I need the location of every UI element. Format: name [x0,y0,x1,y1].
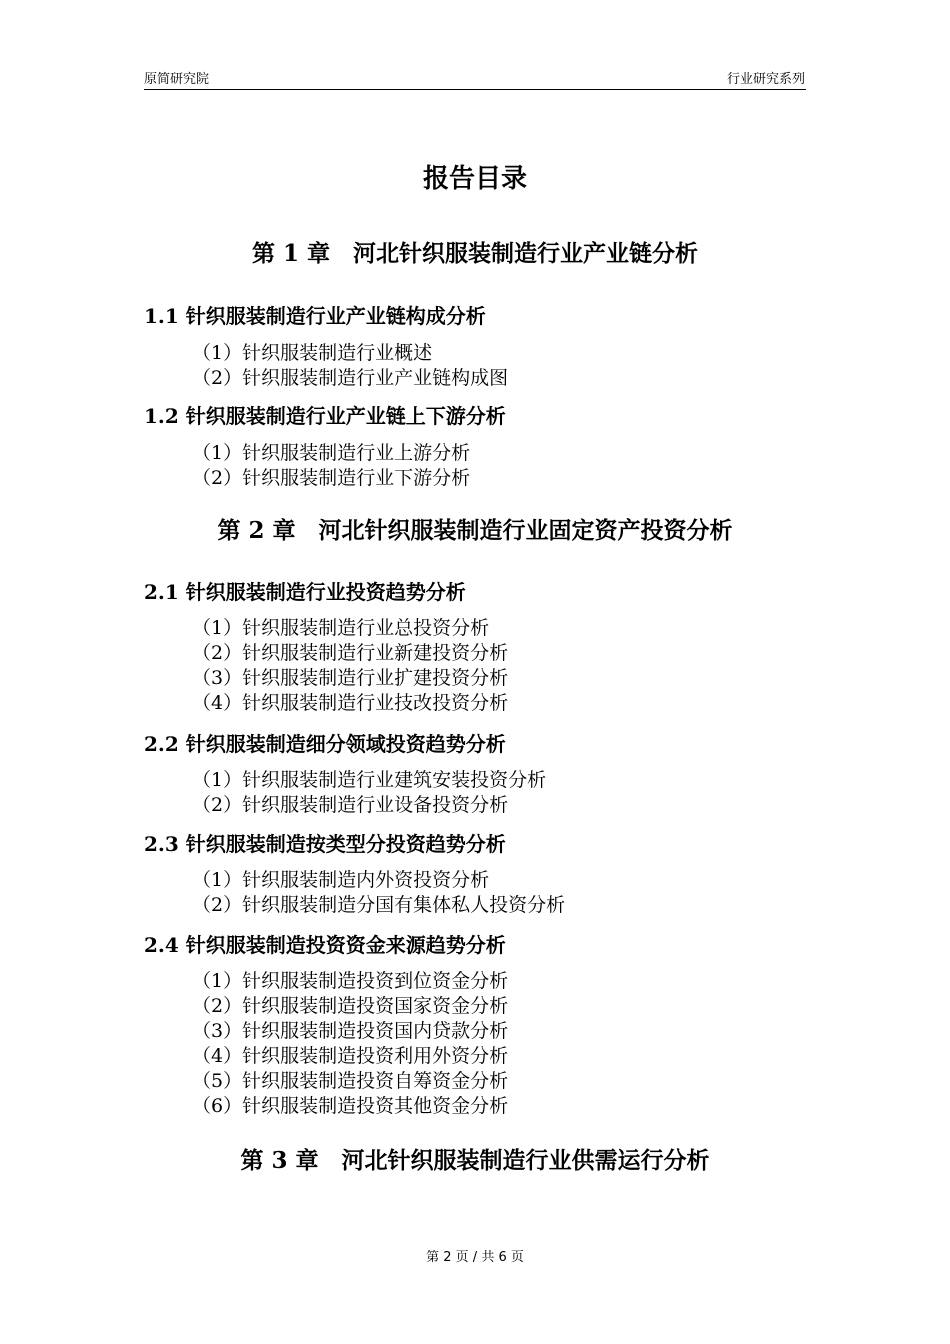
page-title: 报告目录 [422,164,527,194]
page-footer: 第 2 页 / 共 6 页 [426,1250,524,1265]
toc-item: （2）针织服装制造行业设备投资分析 [192,794,509,816]
toc-item: （2）针织服装制造行业下游分析 [192,467,471,489]
toc-item: （2）针织服装制造分国有集体私人投资分析 [192,894,566,916]
section-heading: 2.2 针织服装制造细分领域投资趋势分析 [144,732,506,756]
section-heading: 1.1 针织服装制造行业产业链构成分析 [144,304,486,328]
header-divider [144,89,806,90]
toc-item: （2）针织服装制造行业产业链构成图 [192,367,509,389]
toc-item: （5）针织服装制造投资自筹资金分析 [192,1070,509,1092]
toc-item: （1）针织服装制造行业总投资分析 [192,617,490,639]
section-heading: 2.3 针织服装制造按类型分投资趋势分析 [144,832,506,856]
toc-item: （3）针织服装制造行业扩建投资分析 [192,667,509,689]
toc-item: （4）针织服装制造行业技改投资分析 [192,692,509,714]
chapter-heading: 第 2 章 河北针织服装制造行业固定资产投资分析 [217,517,733,544]
toc-item: （1）针织服装制造行业建筑安装投资分析 [192,769,547,791]
section-heading: 2.1 针织服装制造行业投资趋势分析 [144,580,466,604]
toc-item: （1）针织服装制造内外资投资分析 [192,869,490,891]
toc-item: （1）针织服装制造行业概述 [192,342,433,364]
header-right-text: 行业研究系列 [726,72,805,87]
section-heading: 2.4 针织服装制造投资资金来源趋势分析 [144,933,506,957]
toc-item: （1）针织服装制造行业上游分析 [192,442,471,464]
chapter-heading: 第 3 章 河北针织服装制造行业供需运行分析 [240,1147,710,1174]
chapter-heading: 第 1 章 河北针织服装制造行业产业链分析 [251,240,699,267]
toc-item: （2）针织服装制造行业新建投资分析 [192,642,509,664]
toc-item: （2）针织服装制造投资国家资金分析 [192,995,509,1017]
toc-item: （4）针织服装制造投资利用外资分析 [192,1045,509,1067]
section-heading: 1.2 针织服装制造行业产业链上下游分析 [144,404,506,428]
toc-item: （1）针织服装制造投资到位资金分析 [192,970,509,992]
toc-item: （3）针织服装制造投资国内贷款分析 [192,1020,509,1042]
header-left-text: 原简研究院 [144,72,210,87]
toc-item: （6）针织服装制造投资其他资金分析 [192,1095,509,1117]
